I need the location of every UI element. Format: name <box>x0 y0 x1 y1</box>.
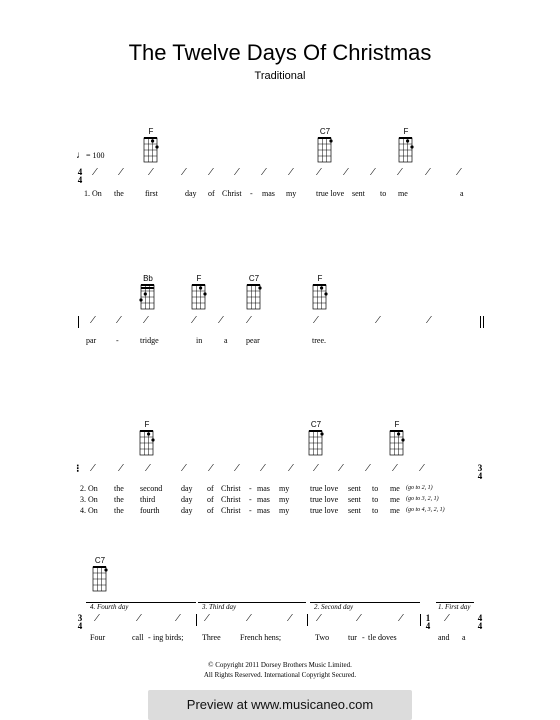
strum-slash: ⁄ <box>138 612 140 624</box>
lyric-word: me <box>390 484 400 493</box>
strum-slash: ⁄ <box>394 462 396 474</box>
chord-diagram-bb: Bb <box>136 274 160 313</box>
strum-slash: ⁄ <box>92 462 94 474</box>
lyric-word: sent <box>348 484 361 493</box>
strum-slash: ⁄ <box>345 166 347 178</box>
lyric-word: the <box>114 189 124 198</box>
lyric-word: my <box>279 495 290 504</box>
barline <box>483 316 484 328</box>
lyric-word: to <box>372 506 379 515</box>
lyric-word: true love <box>310 495 339 504</box>
lyric-word: fourth <box>140 506 160 515</box>
lyric-word: - <box>116 336 119 345</box>
strum-slash: ⁄ <box>399 166 401 178</box>
strum-slash: ⁄ <box>428 314 430 326</box>
volta-label: 4. Fourth day <box>90 603 129 611</box>
strum-slash: ⁄ <box>358 612 360 624</box>
lyric-word: - <box>148 633 151 642</box>
chord-diagram-f: F <box>187 274 211 313</box>
barline <box>480 316 481 328</box>
strum-slash: ⁄ <box>183 462 185 474</box>
lyric-word: third <box>140 495 156 504</box>
strum-slash: ⁄ <box>92 314 94 326</box>
lyric-word: - <box>249 506 252 515</box>
strum-slash: ⁄ <box>446 612 448 624</box>
volta-label: 3. Third day <box>202 603 237 611</box>
lyric-word: second <box>140 484 163 493</box>
song-title: The Twelve Days Of Christmas <box>128 40 432 65</box>
ukulele-grid-icon <box>138 283 158 313</box>
lyric-word: the <box>114 484 124 493</box>
barline <box>196 614 197 626</box>
lyric-word: of <box>207 484 214 493</box>
tempo-marking: ♩= 100 <box>76 150 105 161</box>
strum-slash: ⁄ <box>290 166 292 178</box>
chord-diagram-c7: C7 <box>242 274 266 313</box>
strum-slash: ⁄ <box>118 314 120 326</box>
strum-slash: ⁄ <box>315 462 317 474</box>
volta-label: 2. Second day <box>314 603 354 611</box>
repeat-cue: (go to 3, 2, 1) <box>406 496 439 502</box>
lyric-word: sent <box>352 189 365 198</box>
strum-slash: ⁄ <box>150 166 152 178</box>
lyric-word: of <box>207 495 214 504</box>
lyric-word: Three <box>202 633 221 642</box>
lyric-word: Christ <box>221 484 241 493</box>
lyric-word: a <box>460 189 464 198</box>
repeat-cue: (go to 4, 3, 2, 1) <box>406 507 445 513</box>
lyric-word: - <box>362 633 365 642</box>
repeat-sign: ⁝ <box>76 463 80 475</box>
strum-slash: ⁄ <box>290 462 292 474</box>
strum-slash: ⁄ <box>248 612 250 624</box>
strum-slash: ⁄ <box>400 612 402 624</box>
ukulele-grid-icon <box>387 429 407 459</box>
strum-slash: ⁄ <box>289 612 291 624</box>
lyric-word: 4. On <box>80 506 98 515</box>
lyric-word: - <box>250 189 253 198</box>
time-signature: 3 4 <box>477 463 483 481</box>
lyric-word: the <box>114 495 124 504</box>
strum-slash: ⁄ <box>96 612 98 624</box>
strum-slash: ⁄ <box>318 612 320 624</box>
lyric-word: sent <box>348 506 361 515</box>
lyric-word: sent <box>348 495 361 504</box>
ukulele-grid-icon <box>189 283 209 313</box>
lyric-word: to <box>372 495 379 504</box>
strum-slash: ⁄ <box>236 462 238 474</box>
time-signature: 1 4 <box>425 613 431 631</box>
strum-slash: ⁄ <box>120 166 122 178</box>
lyric-word: Four <box>90 633 106 642</box>
lyric-word: French hens; <box>240 633 282 642</box>
lyric-word: mas <box>257 484 270 493</box>
lyric-word: of <box>207 506 214 515</box>
strum-slash: ⁄ <box>248 314 250 326</box>
lyric-word: my <box>279 506 290 515</box>
lyric-word: pear <box>246 336 260 345</box>
ukulele-grid-icon <box>141 136 161 166</box>
chord-diagram-f: F <box>394 127 418 166</box>
lyric-word: tree. <box>312 336 326 345</box>
lyric-word: true love <box>310 506 339 515</box>
strum-slash: ⁄ <box>427 166 429 178</box>
chord-diagram-f: F <box>385 420 409 459</box>
lyric-word: tridge <box>140 336 159 345</box>
preview-link[interactable]: Preview at www.musicaneo.com <box>148 690 412 720</box>
lyric-word: Christ <box>221 506 241 515</box>
chord-diagram-c7: C7 <box>304 420 328 459</box>
lyric-word: 2. On <box>80 484 98 493</box>
strum-slash: ⁄ <box>421 462 423 474</box>
chord-diagram-f: F <box>135 420 159 459</box>
strum-slash: ⁄ <box>183 166 185 178</box>
time-signature: 4 4 <box>477 613 483 631</box>
chord-diagram-c7: C7 <box>88 556 112 595</box>
strum-slash: ⁄ <box>263 166 265 178</box>
lyric-word: ing birds; <box>153 633 184 642</box>
strum-slash: ⁄ <box>206 612 208 624</box>
lyric-word: a <box>224 336 228 345</box>
ukulele-grid-icon <box>137 429 157 459</box>
composer: Traditional <box>254 70 306 82</box>
strum-slash: ⁄ <box>94 166 96 178</box>
lyric-word: my <box>286 189 297 198</box>
strum-slash: ⁄ <box>120 462 122 474</box>
lyric-word: day <box>181 495 193 504</box>
strum-slash: ⁄ <box>210 462 212 474</box>
lyric-word: mas <box>262 189 275 198</box>
repeat-cue: (go to 2, 1) <box>406 485 433 491</box>
strum-slash: ⁄ <box>220 314 222 326</box>
lyric-word: to <box>372 484 379 493</box>
strum-slash: ⁄ <box>145 314 147 326</box>
strum-slash: ⁄ <box>367 462 369 474</box>
ukulele-grid-icon <box>244 283 264 313</box>
lyric-word: day <box>181 506 193 515</box>
lyric-word: to <box>380 189 387 198</box>
lyric-word: call <box>132 633 144 642</box>
lyric-word: me <box>398 189 408 198</box>
lyric-word: true love <box>310 484 339 493</box>
chord-diagram-c7: C7 <box>313 127 337 166</box>
barline <box>78 316 79 328</box>
barline <box>420 614 421 626</box>
lyric-word: - <box>249 495 252 504</box>
volta-label: 1. First day <box>438 603 471 611</box>
lyric-word: - <box>249 484 252 493</box>
ukulele-grid-icon <box>310 283 330 313</box>
lyric-word: me <box>390 506 400 515</box>
strum-slash: ⁄ <box>315 314 317 326</box>
lyric-word: Christ <box>221 495 241 504</box>
strum-slash: ⁄ <box>236 166 238 178</box>
copyright-notice: © Copyright 2011 Dorsey Brothers Music Limited. All Rights Reserved. International Copyright Secured. <box>203 661 357 679</box>
strum-slash: ⁄ <box>318 166 320 178</box>
lyric-word: day <box>185 189 197 198</box>
lyric-word: the <box>114 506 124 515</box>
strum-slash: ⁄ <box>210 166 212 178</box>
strum-slash: ⁄ <box>372 166 374 178</box>
barline <box>307 614 308 626</box>
strum-slash: ⁄ <box>377 314 379 326</box>
lyric-word: mas <box>257 506 270 515</box>
time-signature: 4 4 <box>77 167 83 185</box>
ukulele-grid-icon <box>90 565 110 595</box>
lyric-word: mas <box>257 495 270 504</box>
lyric-word: me <box>390 495 400 504</box>
lyric-word: Christ <box>222 189 242 198</box>
strum-slash: ⁄ <box>177 612 179 624</box>
lyric-word: 3. On <box>80 495 98 504</box>
lyric-word: my <box>279 484 290 493</box>
strum-slash: ⁄ <box>340 462 342 474</box>
strum-slash: ⁄ <box>147 462 149 474</box>
chord-diagram-f: F <box>139 127 163 166</box>
lyric-word: day <box>181 484 193 493</box>
lyric-word: in <box>196 336 203 345</box>
strum-slash: ⁄ <box>262 462 264 474</box>
time-signature: 3 4 <box>77 613 83 631</box>
lyric-word: true love <box>316 189 345 198</box>
chord-diagram-f: F <box>308 274 332 313</box>
ukulele-grid-icon <box>315 136 335 166</box>
lyric-word: tur <box>348 633 357 642</box>
ukulele-grid-icon <box>306 429 326 459</box>
lyric-word: a <box>462 633 466 642</box>
lyric-word: first <box>145 189 158 198</box>
lyric-word: and <box>438 633 450 642</box>
lyric-word: par <box>86 336 97 345</box>
strum-slash: ⁄ <box>458 166 460 178</box>
strum-slash: ⁄ <box>193 314 195 326</box>
lyric-word: 1. On <box>84 189 102 198</box>
lyric-word: tle doves <box>368 633 397 642</box>
lyric-word: Two <box>315 633 330 642</box>
ukulele-grid-icon <box>396 136 416 166</box>
lyric-word: of <box>208 189 215 198</box>
